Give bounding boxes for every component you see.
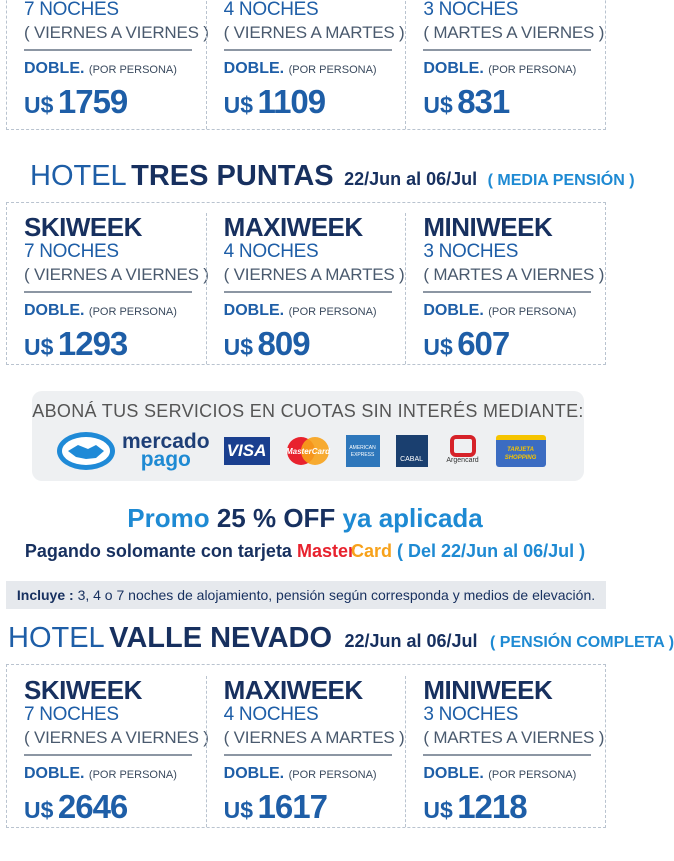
plan-price: U$ 1109	[223, 83, 326, 120]
plan-skiweek	[7, 675, 209, 827]
hotel3-header	[8, 622, 674, 659]
plan-name: SKIWEEK	[24, 212, 142, 242]
payment-methods-panel	[32, 391, 584, 481]
promo-subtitle: Pagando solomante con tarjeta MasterCard ( Del 22/Jun al 06/Jul )	[24, 541, 586, 561]
plan-skiweek	[7, 0, 209, 129]
payment-title: ABONÁ TUS SERVICIOS EN CUOTAS SIN INTERÉS MEDIANTE:	[32, 401, 584, 421]
plan-doble: DOBLE. (POR PERSONA)	[423, 765, 577, 782]
plan-days: ( VIERNES A VIERNES )	[24, 263, 192, 293]
mercadopago-logo: mercado pago	[122, 430, 210, 471]
plan-doble: DOBLE. (POR PERSONA)	[223, 765, 377, 782]
hotel-name: VALLE NEVADO	[109, 622, 333, 654]
hotel-prefix: HOTEL	[30, 160, 127, 192]
plan-price: U$ 831	[423, 83, 510, 120]
plan-days: ( VIERNES A VIERNES )	[24, 726, 192, 756]
includes-bar	[6, 581, 606, 609]
plan-nights: 4 NOCHES	[223, 0, 319, 20]
plan-nights: 4 NOCHES	[223, 704, 319, 725]
hotel1-plans-box	[6, 0, 606, 130]
plan-doble: DOBLE. (POR PERSONA)	[223, 60, 377, 77]
plan-name: MAXIWEEK	[223, 675, 363, 705]
plan-name: MINIWEEK	[423, 675, 553, 705]
hotel-dates: 22/Jun al 06/Jul	[344, 631, 478, 651]
plan-price: U$ 2646	[24, 788, 128, 825]
plan-days: ( VIERNES A MARTES )	[224, 263, 392, 293]
plan-doble: DOBLE. (POR PERSONA)	[223, 302, 377, 319]
hotel3-plans-box	[6, 664, 606, 828]
plan-miniweek	[405, 676, 605, 827]
amex-logo: AMERICAN EXPRESS	[346, 435, 380, 467]
plan-price: U$ 809	[223, 325, 310, 362]
tarjeta-shopping-logo: TARJETA SHOPPING	[496, 435, 546, 467]
hotel-name: TRES PUNTAS	[131, 160, 334, 192]
plan-days: ( VIERNES A VIERNES )	[24, 21, 192, 51]
hotel-dates: 22/Jun al 06/Jul	[344, 169, 478, 189]
cabal-logo: CABAL	[396, 435, 428, 467]
plan-miniweek	[405, 0, 605, 129]
mercadopago-handshake-icon	[56, 431, 116, 471]
plan-price: U$ 1293	[24, 325, 128, 362]
promo-title: Promo 25 % OFF ya aplicada	[127, 503, 483, 533]
plan-doble: DOBLE. (POR PERSONA)	[24, 302, 177, 319]
plan-doble: DOBLE. (POR PERSONA)	[423, 302, 577, 319]
hotel2-plans-box	[6, 202, 606, 365]
hotel-pension: ( PENSIÓN COMPLETA )	[490, 634, 674, 651]
plan-nights: 7 NOCHES	[24, 241, 119, 262]
plan-days: ( MARTES A VIERNES )	[423, 263, 591, 293]
plan-nights: 7 NOCHES	[24, 0, 119, 20]
hotel-prefix: HOTEL	[8, 622, 105, 654]
payment-logos	[56, 431, 546, 471]
plan-skiweek	[7, 212, 209, 364]
plan-days: ( MARTES A VIERNES )	[423, 21, 591, 51]
plan-nights: 3 NOCHES	[423, 704, 519, 725]
plan-price: U$ 1218	[423, 788, 527, 825]
plan-maxiweek	[206, 676, 406, 827]
visa-logo: VISA	[224, 437, 270, 465]
plan-name: MINIWEEK	[423, 212, 553, 242]
plan-doble: DOBLE. (POR PERSONA)	[24, 765, 177, 782]
plan-nights: 3 NOCHES	[423, 0, 519, 20]
plan-doble: DOBLE. (POR PERSONA)	[24, 60, 177, 77]
plan-maxiweek	[206, 0, 406, 129]
plan-price: U$ 607	[423, 325, 510, 362]
plan-name: SKIWEEK	[24, 675, 142, 705]
argencard-logo: Argencard	[444, 435, 482, 467]
includes-label: Incluye :	[16, 587, 74, 603]
plan-maxiweek	[206, 213, 406, 364]
plan-days: ( VIERNES A MARTES )	[224, 21, 392, 51]
plan-doble: DOBLE. (POR PERSONA)	[423, 60, 577, 77]
plan-nights: 7 NOCHES	[24, 704, 119, 725]
plan-price: U$ 1617	[223, 788, 327, 825]
hotel2-header	[30, 160, 635, 197]
plan-price: U$ 1759	[24, 83, 128, 120]
plan-nights: 3 NOCHES	[423, 241, 519, 262]
hotel-pension: ( MEDIA PENSIÓN )	[487, 172, 635, 189]
plan-miniweek	[405, 213, 605, 364]
svg-text:MasterCard: MasterCard	[285, 447, 330, 456]
includes-text: 3, 4 o 7 noches de alojamiento, pensión según corresponda y medios de elevación.	[77, 587, 596, 603]
plan-days: ( MARTES A VIERNES )	[423, 726, 591, 756]
plan-nights: 4 NOCHES	[223, 241, 319, 262]
mastercard-logo	[284, 436, 332, 466]
plan-name: MAXIWEEK	[223, 212, 363, 242]
plan-days: ( VIERNES A MARTES )	[224, 726, 392, 756]
